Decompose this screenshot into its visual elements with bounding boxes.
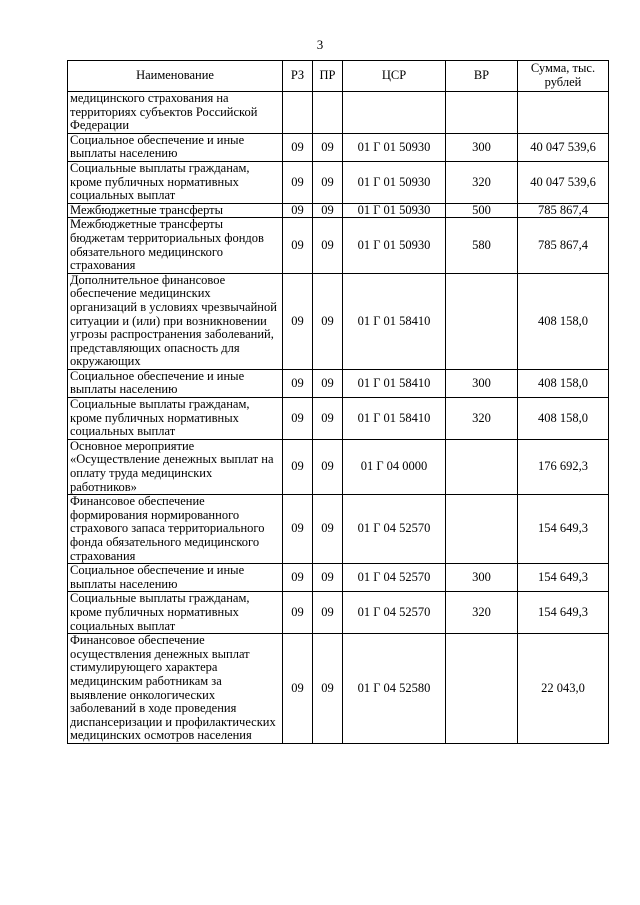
row-pr: 09	[313, 439, 343, 494]
row-name: Межбюджетные трансферты бюджетам территориальных фондов обязательного медицинского страхования	[68, 218, 283, 273]
row-name: Социальное обеспечение и иные выплаты населению	[68, 133, 283, 161]
table-row	[68, 133, 609, 161]
row-pr: 09	[313, 203, 343, 218]
row-rz: 09	[283, 439, 313, 494]
row-vr: 580	[446, 218, 518, 273]
table-row	[68, 564, 609, 592]
table-header-row	[68, 61, 609, 92]
row-csr: 01 Г 04 52570	[343, 495, 446, 564]
row-name: Межбюджетные трансферты	[68, 203, 283, 218]
row-vr: 320	[446, 398, 518, 440]
row-vr: 320	[446, 592, 518, 634]
row-sum: 40 047 539,6	[518, 133, 609, 161]
table-row	[68, 161, 609, 203]
row-name: Финансовое обеспечение осуществления денежных выплат стимулирующего характера медицинским работникам за выявление онкологических заболеваний в ходе проведения диспансеризации и профилактических медицинских осмотров населения	[68, 634, 283, 744]
row-sum: 176 692,3	[518, 439, 609, 494]
row-sum: 408 158,0	[518, 369, 609, 397]
row-pr: 09	[313, 398, 343, 440]
row-name: Социальное обеспечение и иные выплаты населению	[68, 564, 283, 592]
row-csr: 01 Г 01 50930	[343, 161, 446, 203]
row-rz: 09	[283, 273, 313, 369]
row-pr	[313, 92, 343, 134]
row-csr: 01 Г 01 58410	[343, 273, 446, 369]
row-csr: 01 Г 01 50930	[343, 218, 446, 273]
row-csr: 01 Г 01 58410	[343, 369, 446, 397]
row-sum: 40 047 539,6	[518, 161, 609, 203]
row-pr: 09	[313, 369, 343, 397]
table-row	[68, 92, 609, 134]
row-rz: 09	[283, 369, 313, 397]
page-number: 3	[316, 37, 324, 52]
header-vr: ВР	[446, 61, 518, 92]
header-sum: Сумма, тыс. рублей	[518, 61, 609, 92]
row-name: Дополнительное финансовое обеспечение медицинских организаций в условиях чрезвычайной ситуации и (или) при возникновении угрозы распространения заболеваний, представляющих опасность для окружающих	[68, 273, 283, 369]
header-csr: ЦСР	[343, 61, 446, 92]
row-rz: 09	[283, 218, 313, 273]
row-sum: 408 158,0	[518, 273, 609, 369]
table-row	[68, 495, 609, 564]
row-vr	[446, 92, 518, 134]
row-csr: 01 Г 04 52570	[343, 592, 446, 634]
table-row	[68, 203, 609, 218]
row-rz: 09	[283, 495, 313, 564]
row-sum: 785 867,4	[518, 203, 609, 218]
row-rz: 09	[283, 592, 313, 634]
row-vr: 300	[446, 369, 518, 397]
row-pr: 09	[313, 592, 343, 634]
header-rz: РЗ	[283, 61, 313, 92]
table-row	[68, 398, 609, 440]
row-sum: 22 043,0	[518, 634, 609, 744]
row-pr: 09	[313, 161, 343, 203]
row-pr: 09	[313, 634, 343, 744]
row-rz: 09	[283, 398, 313, 440]
row-vr	[446, 273, 518, 369]
row-vr: 320	[446, 161, 518, 203]
row-pr: 09	[313, 218, 343, 273]
row-name: Основное мероприятие «Осуществление денежных выплат на оплату труда медицинских работников»	[68, 439, 283, 494]
row-rz: 09	[283, 634, 313, 744]
row-csr: 01 Г 04 52570	[343, 564, 446, 592]
row-sum: 785 867,4	[518, 218, 609, 273]
row-name: медицинского страхования на территориях субъектов Российской Федерации	[68, 92, 283, 134]
row-vr: 300	[446, 564, 518, 592]
row-name: Социальные выплаты гражданам, кроме публичных нормативных социальных выплат	[68, 592, 283, 634]
row-csr	[343, 92, 446, 134]
row-pr: 09	[313, 495, 343, 564]
row-rz	[283, 92, 313, 134]
row-rz: 09	[283, 564, 313, 592]
table-row	[68, 634, 609, 744]
table-row	[68, 439, 609, 494]
row-pr: 09	[313, 564, 343, 592]
row-sum: 154 649,3	[518, 564, 609, 592]
row-pr: 09	[313, 133, 343, 161]
row-vr: 500	[446, 203, 518, 218]
table-row	[68, 218, 609, 273]
row-sum: 154 649,3	[518, 495, 609, 564]
row-rz: 09	[283, 161, 313, 203]
row-csr: 01 Г 04 52580	[343, 634, 446, 744]
row-vr: 300	[446, 133, 518, 161]
table-row	[68, 273, 609, 369]
table-row	[68, 369, 609, 397]
row-csr: 01 Г 01 50930	[343, 203, 446, 218]
row-name: Финансовое обеспечение формирования нормированного страхового запаса территориального фонда обязательного медицинского страхования	[68, 495, 283, 564]
row-name: Социальные выплаты гражданам, кроме публичных нормативных социальных выплат	[68, 398, 283, 440]
row-name: Социальные выплаты гражданам, кроме публичных нормативных социальных выплат	[68, 161, 283, 203]
row-rz: 09	[283, 133, 313, 161]
header-pr: ПР	[313, 61, 343, 92]
row-csr: 01 Г 01 58410	[343, 398, 446, 440]
row-sum: 154 649,3	[518, 592, 609, 634]
budget-table	[67, 60, 609, 744]
row-vr	[446, 495, 518, 564]
row-csr: 01 Г 04 0000	[343, 439, 446, 494]
row-csr: 01 Г 01 50930	[343, 133, 446, 161]
row-pr: 09	[313, 273, 343, 369]
table-row	[68, 592, 609, 634]
row-sum	[518, 92, 609, 134]
row-rz: 09	[283, 203, 313, 218]
row-name: Социальное обеспечение и иные выплаты населению	[68, 369, 283, 397]
row-sum: 408 158,0	[518, 398, 609, 440]
header-name: Наименование	[68, 61, 283, 92]
row-vr	[446, 634, 518, 744]
row-vr	[446, 439, 518, 494]
